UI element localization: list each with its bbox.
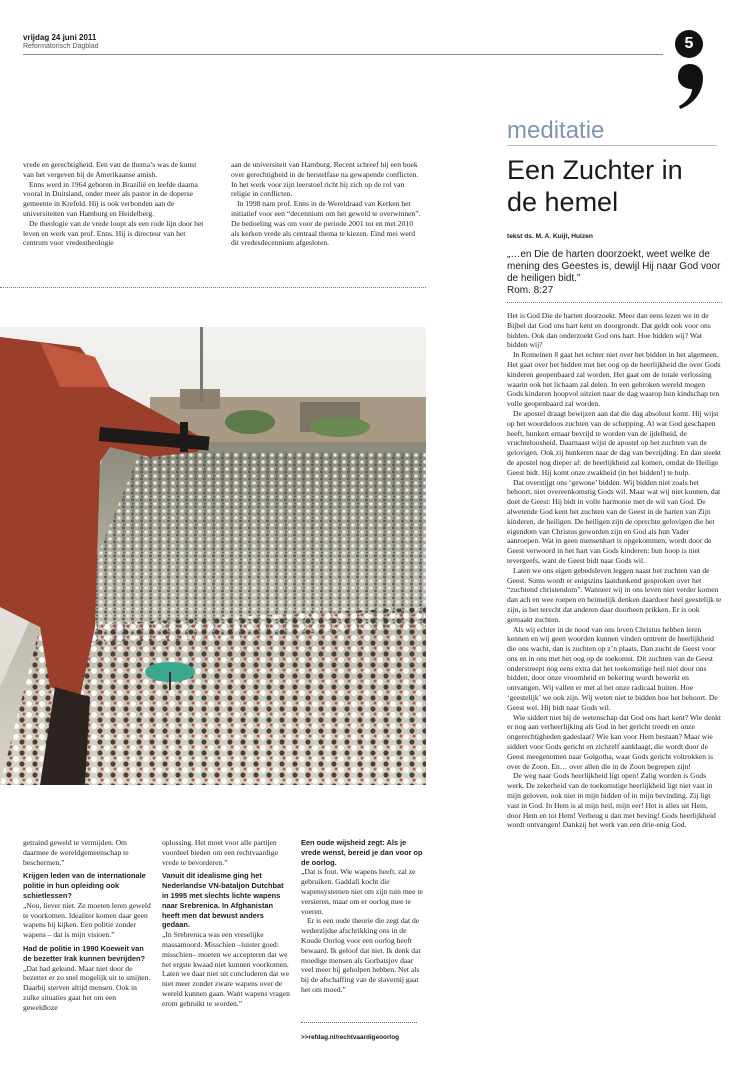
comma-logo-icon xyxy=(676,62,704,110)
paragraph: In Romeinen 8 gaat het echter niet over het bidden in het algemeen. Het gaat over het bidden met het oog op de heerlijkheid die over Gods kinderen geopenbaard zal worden. Het gaat om de totale verlossing waarin ook het lichaam zal delen. In een gebroken wereld mogen Gods kinderen hoopvol uitzien naar de dag waarop hun kindschap ten volle geopenbaard zal worden. xyxy=(507,350,721,409)
paragraph: Laten we ons eigen gebedsleven leggen naast het zuchten van de Geest. Soms wordt er enigszins laatdunkend gesproken over het “zuchtend christendom”. Wanneer wij in ons leven niet verder komen dan ach en wee roepen en heimelijk denken daardoor heel geestelijk te zijn, is het terecht dat anderen daar doorheen prikken. Er is ook gemaakt zuchten. xyxy=(507,565,722,624)
byline: tekst ds. M. A. Kuijt, Huizen xyxy=(507,233,593,240)
top-article-column-2 xyxy=(231,160,421,248)
paragraph: vrede en gerechtigheid. Een van de thema’s was de kunst van het vergeven bij de Amerikaanse amish. xyxy=(23,160,197,179)
paragraph: Er is een oude theorie die zegt dat de wederzijdse afschrikking ons in de Koude Oorlog voor een oorlog heeft bewaard. Ik geloof dat niet. Ik denk dat moedige mensen als Gorbatsjov daar veel meer bij geholpen hebben. Net als bij de afschaffing van de slavernij gaat het om moed.” xyxy=(301,916,421,994)
headline-line: de hemel xyxy=(507,187,619,217)
page-number-badge: 5 xyxy=(675,30,703,58)
paragraph: Als wij echter in de nood van ons leven Christus hebben leren kennen en wij geen woorden kunnen vinden omtrent de heerlijkheid die ons wacht, dan is zuchten op z’n plaats. Dan zucht de Geest voor ons en in ons met het oog op de toekomst. Dit zuchten van de Geest onderstreept nog eens extra dat het toekomstige heil niet door ons bidden, door onze vroomheid en bekering wordt bewerkt en ontvangen. Wij vallen er met al het onze radicaal buiten. Hoe ‘geestelijk’ we ook zijn. Wij weten niet te bidden hoe het behoort. De Geest wel. Hij bidt naar Gods wil. xyxy=(507,624,718,712)
paragraph: In 1998 nam prof. Enns in de Wereldraad van Kerken het initiatief voor een “decennium om het geweld te overwinnen”. De bedoeling was om voor de periode 2001 tot en met 2010 als kerken vrede als centraal thema te kiezen. Eind mei werd dit vredesdecennium afgesloten. xyxy=(231,199,421,248)
header-rule xyxy=(23,54,663,55)
paragraph: „Dat is fout. Wie wapens heeft, zal ze gebruiken. Gaddafi kocht die wapensystemen niet om zijn tuin mee te versieren, maar om er oorlog mee te voeren. xyxy=(301,867,423,916)
paragraph: „Dat had gekund. Maar niet door de bezetter er zo snel mogelijk uit te smijten. Daarbij sterven altijd mensen. Ook in zulke situaties gaat het om een geweldloze xyxy=(23,963,151,1012)
paragraph: oplossing. Het moet voor alle partijen voordeel bieden om een rechtvaardige vrede te bevorderen.” xyxy=(162,838,278,867)
paragraph: De weg naar Gods heerlijkheid ligt open! Zalig worden is Gods werk. De zekerheid van de toekomstige heerlijkheid ligt niet vast in mijn geloven, ook niet in mijn bidden of in mijn bevinding. Zij ligt vast in God. In Hem is al mijn heil, mijn eer! Het is alles uit Hem, door Hem en tot Hem! Verheug u dan met beving! Gods heerlijkheid wordt ontvangen! Dankzij het werk van een drie-enig God. xyxy=(507,771,716,830)
interview-question: Vanuit dit idealisme ging het Nederlandse VN-bataljon Dutchbat in 1995 met slechts lichte wapens naar Srebrenica. In Afghanistan heeft men dat bewust anders gedaan. xyxy=(162,871,284,930)
crowd-photo xyxy=(0,327,426,785)
section-divider xyxy=(0,287,426,288)
paragraph: Wie siddert niet bij de wetenschap dat God ons hart kent? Wie denkt er nog aan verheerlijking als God in het gericht treedt en onze ongerechtigheden gadeslaat? Wie kan voor Hem bestaan? Maar wie siddert voor Gods gericht en zichzelf aanklaagt, die wordt door de Geest meegenomen naar Golgotha, waar Gods gericht voltrokken is over de Zoon. En… over allen die in de Zoon begrepen zijn! xyxy=(507,712,722,771)
crowd-photo-icon xyxy=(0,327,426,785)
bible-verse xyxy=(507,249,722,297)
paragraph: De apostel draagt bewijzen aan dat die dag absoluut komt. Hij wijst op het woordeloos zuchten van de schepping. Al wat God geschapen heeft, hunkert ernaar bevrijd te worden van de ijdelheid, de vruchteloosheid. Daarnaast wijst de apostel op het zuchten van de gelovigen. Ook zij hunkeren naar de dag van bevrijding. En dan steekt de apostel nog dieper af: de heerlijkheid zal komen, omdat de Heilige Geest bidt. Hij komt onze zwakheid (in het bidden!) te hulp. xyxy=(507,408,722,477)
interview-column-2 xyxy=(162,838,290,1009)
paragraph: getraind geweld te vermijden. Om daarmee de wereldgemeenschap te beschermen.” xyxy=(23,838,129,867)
interview-question: Een oude wijsheid zegt: Als je vrede wenst, bereid je dan voor op de oorlog. xyxy=(301,838,423,867)
verse-text: „…en Die de harten doorzoekt, weet welke de mening des Geestes is, dewijl Hij naar God voor de heiligen bidt.” xyxy=(507,249,721,284)
interview-column-1 xyxy=(23,838,151,1013)
link-divider xyxy=(301,1022,417,1023)
paragraph: „Nou, liever niet. Ze moeten leren geweld te voorkomen. Idealiter komen daar geen wapens bij kijken. Een politie zonder wapens – dat is mijn visioen.” xyxy=(23,900,151,940)
meditation-text xyxy=(507,311,722,830)
headline xyxy=(507,154,722,218)
verse-divider xyxy=(507,302,722,303)
paragraph: De theologie van de vrede loopt als een rode lijn door het leven en werk van prof. Enns. Hij is directeur van het centrum voor vredestheologie xyxy=(23,218,204,248)
verse-reference: Rom. 8:27 xyxy=(507,285,554,296)
top-article-column-1 xyxy=(23,160,208,248)
paragraph: Enns werd in 1964 geboren in Brazilië en leefde daarna vooral in Duitsland, onder meer als pastor in de doperse gemeente in Krefeld. Hij is ook verbonden aan de universiteiten van Hamburg en Heidelberg. xyxy=(23,179,198,218)
interview-question: Krijgen leden van de internationale politie in hun opleiding ook schietlessen? xyxy=(23,871,146,900)
newspaper-name: Reformatorisch Dagblad xyxy=(23,43,99,50)
paragraph: Het is God Die de harten doorzoekt. Meer dan eens lezen we in de Bijbel dat God ons hart kent en doorgrondt. Dat geldt ook voor ons bidden. Ook dan onderzoekt God ons hart. Hoe bidden wij? Wat bidden wij? xyxy=(507,311,711,350)
issue-date: vrijdag 24 juni 2011 xyxy=(23,33,97,42)
paragraph: „In Srebrenica was een vreselijke massamoord. Misschien –luister goed: misschien– moeten we accepteren dat we het ergste kwaad niet kunnen voorkomen. Laten we daar niet uit concluderen dat we niet meer zonder zware wapens over de wereld kunnen gaan. Want wapens vragen erom gebruikt te worden.” xyxy=(162,930,290,1008)
paragraph: Dat overstijgt ons ‘gewone’ bidden. Wij bidden niet zoals het behoort, niet overeenkomstig Gods wil. Maar wat wij niet kunnen, dat doet de Geest: Hij bidt in volle harmonie met de wil van God. De alwetende God kent het zuchten van de Geest in de harten van Zijn kinderen, de heiligen. De heiligen zijn de oprechte gelovigen die het eigendom van Christus geworden zijn en God als hun Vader aanroepen. Wat in geen mensenhart is opgekommen, wordt door de Geest verwoord in het hart van Gods kinderen: hun hoop is niet tevergeefs, want de Geest bidt naar Gods wil. xyxy=(507,477,721,565)
paragraph: aan de universiteit van Hamburg. Recent schreef hij een boek over gerechtigheid in de herstelfase na gewapende conflicten. In het werk voor zijn leerstoel richt hij zich op de rol van religie in conflicten. xyxy=(231,160,419,199)
web-link[interactable]: >>refdag.nl/rechtvaardigeoorlog xyxy=(301,1034,400,1041)
interview-question: Had de politie in 1990 Koeweit van de bezetter Irak kunnen bevrijden? xyxy=(23,943,145,963)
section-rule xyxy=(507,145,717,146)
headline-line: Een Zuchter in xyxy=(507,155,683,185)
section-label: meditatie xyxy=(507,117,605,144)
interview-column-3 xyxy=(301,838,425,995)
